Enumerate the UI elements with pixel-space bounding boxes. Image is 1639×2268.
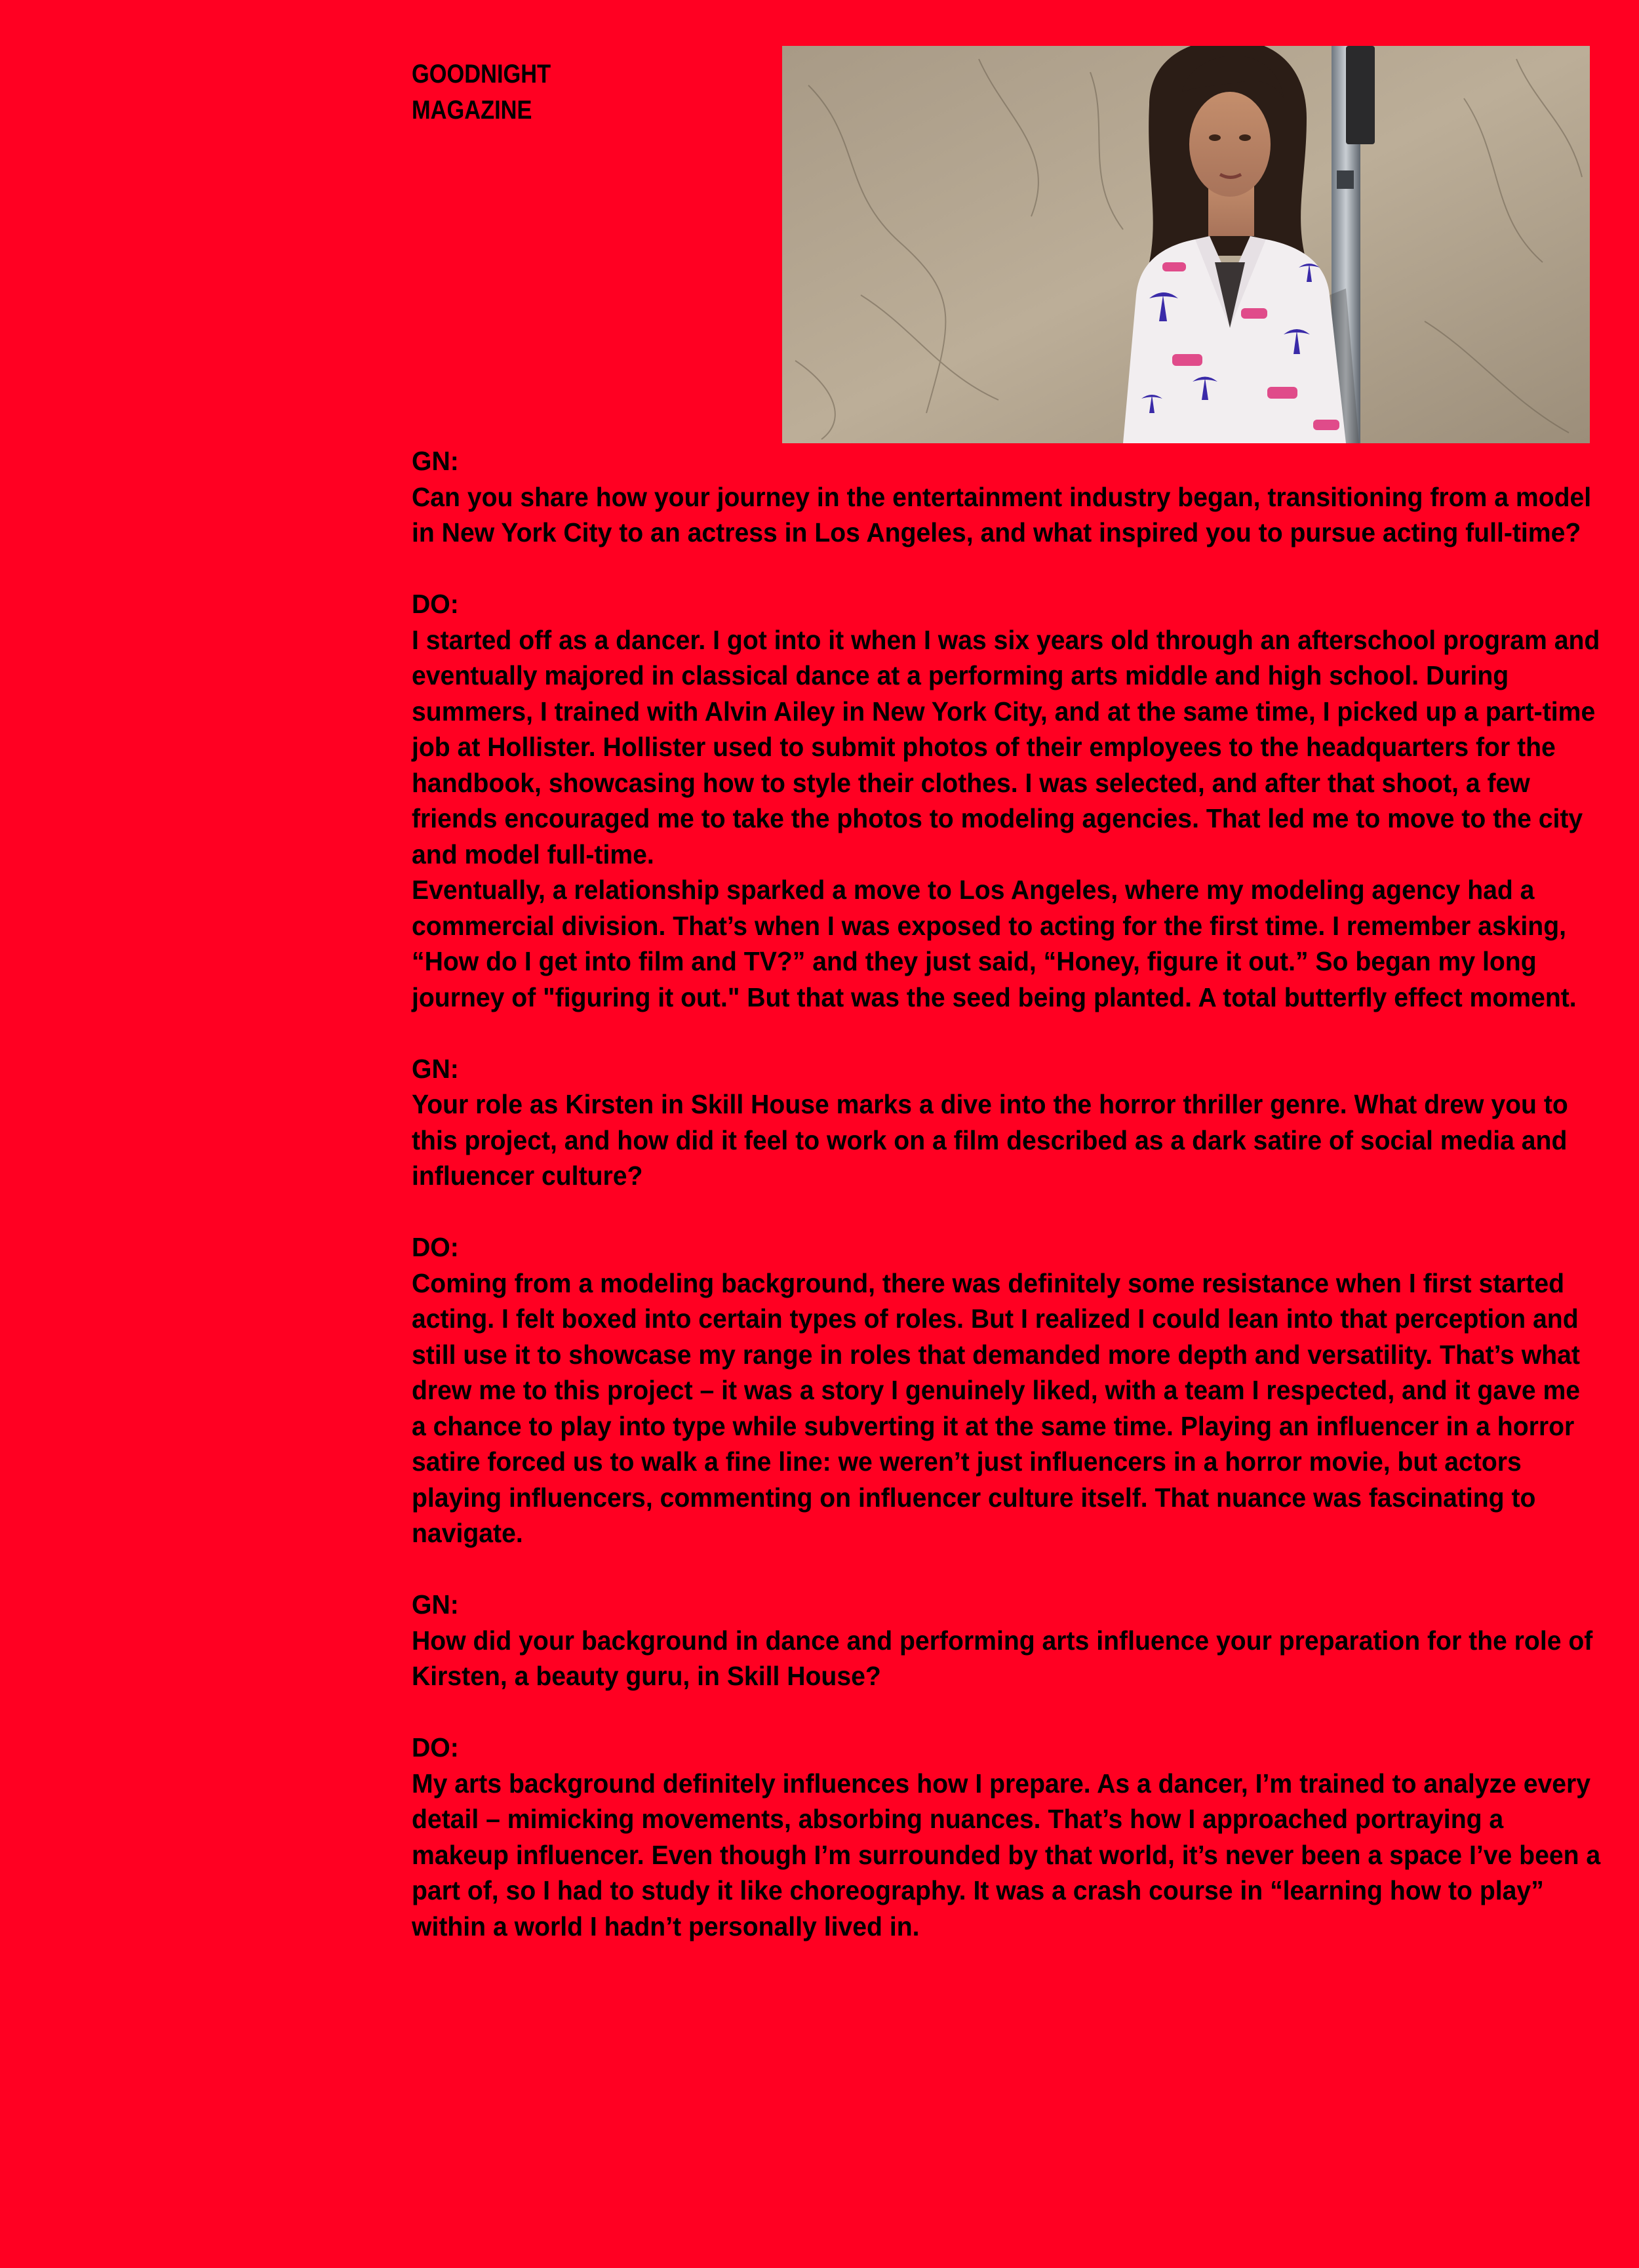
speaker-label: DO: bbox=[412, 589, 459, 619]
interview-block-answer-1 bbox=[412, 586, 1602, 1015]
interview-block-question-2 bbox=[412, 1051, 1602, 1194]
speaker-label: DO: bbox=[412, 1732, 459, 1762]
answer-text: Coming from a modeling background, there was definitely some resistance when I first started acting. I felt boxed into certain types of roles. But I realized I could lean into that perception and still use it to showcase my range in roles that demanded more depth and versatility. That’s what drew me to this project – it was a story I genuinely liked, with a team I respected, and it gave me a chance to play into type while subverting it at the same time. Playing an influencer in a horror satire forced us to walk a fine line: we weren’t just influencers in a horror movie, but actors playing influencers, commenting on influencer culture itself. That nuance was fascinating to navigate. bbox=[412, 1267, 1581, 1548]
interview-block-question-3 bbox=[412, 1587, 1602, 1694]
interview-block-question-1 bbox=[412, 443, 1602, 551]
interview-block-answer-2 bbox=[412, 1229, 1602, 1551]
question-text: Can you share how your journey in the entertainment industry began, transitioning from a model in New York City to an actress in Los Angeles, and what inspired you to pursue acting full-time? bbox=[412, 481, 1592, 547]
speaker-label: GN: bbox=[412, 446, 459, 476]
portrait-photo bbox=[782, 46, 1590, 443]
masthead bbox=[412, 56, 728, 129]
question-text: How did your background in dance and performing arts influence your preparation for the role of Kirsten, a beauty guru, in Skill House? bbox=[412, 1625, 1593, 1691]
answer-text: Eventually, a relationship sparked a move to Los Angeles, where my modeling agency had a commercial division. That’s when I was exposed to acting for the first time. I remember asking, “How do I get into film and TV?” and they just said, “Honey, figure it out.” So began my long journey of "figuring it out." But that was the seed being planted. A total butterfly effect moment. bbox=[412, 875, 1577, 1012]
interview-block-answer-3 bbox=[412, 1730, 1602, 1944]
masthead-line-1: GOODNIGHT bbox=[412, 60, 551, 89]
masthead-line-2: MAGAZINE bbox=[412, 96, 532, 125]
interview-body bbox=[412, 443, 1602, 1980]
speaker-label: DO: bbox=[412, 1232, 459, 1262]
question-text: Your role as Kirsten in Skill House marks a dive into the horror thriller genre. What drew you to this project, and how did it feel to work on a film described as a dark satire of social media and influencer culture? bbox=[412, 1089, 1568, 1191]
answer-text: My arts background definitely influences how I prepare. As a dancer, I’m trained to analyze every detail – mimicking movements, absorbing nuances. That’s how I approached portraying a makeup influencer. Even though I’m surrounded by that world, it’s never been a space I’ve been a part of, so I had to study it like choreography. It was a crash course in “learning how to play” within a world I hadn’t personally lived in. bbox=[412, 1768, 1601, 1941]
speaker-label: GN: bbox=[412, 1589, 459, 1620]
answer-text: I started off as a dancer. I got into it when I was six years old through an afterschool program and eventually majored in classical dance at a performing arts middle and high school. During summers, I trained with Alvin Ailey in New York City, and at the same time, I picked up a part-time job at Hollister. Hollister used to submit photos of their employees to the headquarters for the handbook, showcasing how to style their clothes. I was selected, and after that shoot, a few friends encouraged me to take the photos to modeling agencies. That led me to move to the city and model full-time. bbox=[412, 624, 1600, 869]
speaker-label: GN: bbox=[412, 1053, 459, 1084]
